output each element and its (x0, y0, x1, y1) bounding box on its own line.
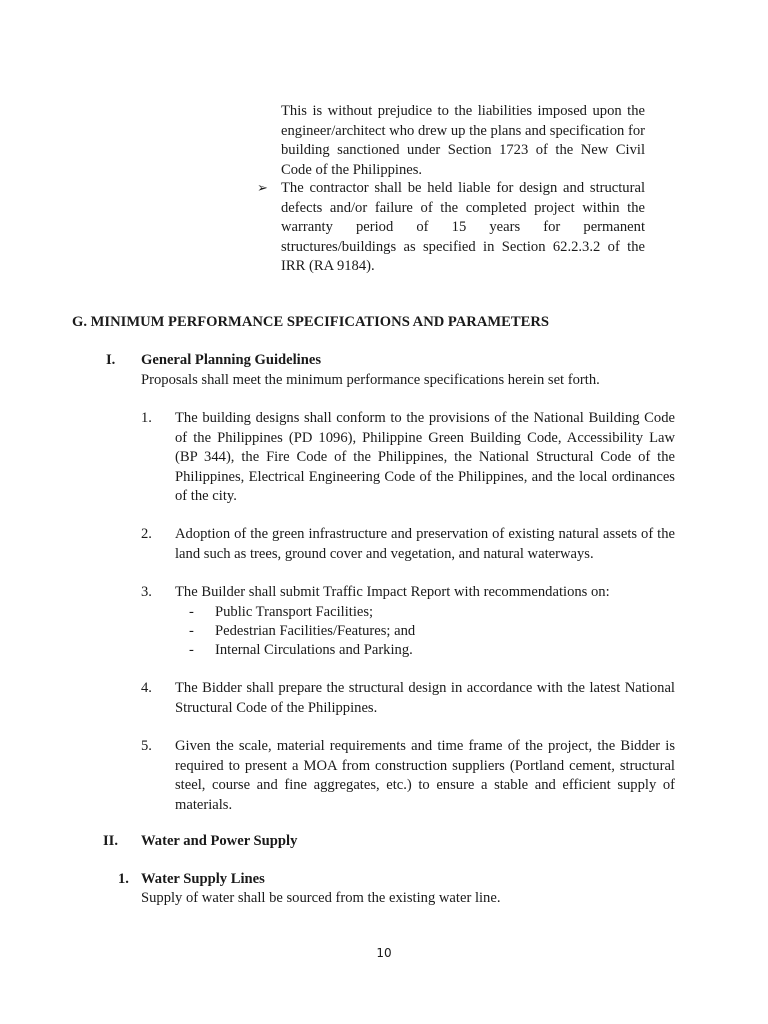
sub-list-item-text: Public Transport Facilities; (215, 604, 374, 620)
sub-list-item (189, 603, 669, 623)
sub-list-item (189, 641, 669, 661)
sub-subsection-number: 1. (118, 871, 129, 887)
sub-list-item-text: Pedestrian Facilities/Features; and (215, 623, 416, 639)
section-numeral: I. (106, 352, 116, 368)
bullet-paragraph: The contractor shall be held liable for design and structural defects and/or failure of the completed project within the warranty period of 15 years for permanent structures/buildings as specified in Section 62.2.3.2 of the IRR (RA 9184). (281, 180, 645, 274)
subsection-title: Water and Power Supply (141, 833, 298, 849)
list-item-number: 3. (141, 584, 152, 600)
dash-marker: - (189, 642, 194, 658)
dash-marker: - (189, 623, 194, 639)
sub-list-item-text: Internal Circulations and Parking. (215, 642, 413, 658)
list-item: Adoption of the green infrastructure and preservation of existing natural assets of the land such as trees, ground cover and vegetation, and natural waterways. (175, 526, 675, 562)
subsection-intro: Proposals shall meet the minimum performance specifications herein set forth. (141, 372, 600, 388)
list-item-number: 2. (141, 526, 152, 542)
sub-list-item (189, 622, 669, 642)
list-item-number: 5. (141, 738, 152, 754)
section-heading: G. MINIMUM PERFORMANCE SPECIFICATIONS AND PARAMETERS (72, 314, 550, 330)
intro-paragraph: This is without prejudice to the liabilities imposed upon the engineer/architect who drew up the plans and specification for building sanctioned under Section 1723 of the New Civil Code of the Philippines. (281, 103, 645, 178)
sub-subsection-title: Water Supply Lines (141, 871, 265, 887)
section-numeral: II. (103, 833, 119, 849)
subsection-title: General Planning Guidelines (141, 352, 322, 368)
list-item: The Bidder shall prepare the structural design in accordance with the latest National Structural Code of the Philippines. (175, 680, 675, 716)
dash-marker: - (189, 604, 194, 620)
list-item-number: 1. (141, 410, 152, 426)
list-item: The Builder shall submit Traffic Impact Report with recommendations on: (175, 584, 610, 600)
arrow-bullet-icon: ➢ (257, 181, 268, 196)
page-number: 10 (376, 946, 392, 960)
list-item-number: 4. (141, 680, 152, 696)
list-item: Given the scale, material requirements and time frame of the project, the Bidder is required to present a MOA from construction suppliers (Portland cement, structural steel, course and fine aggregates, etc.) to ensure a stable and efficient supply of materials. (175, 738, 675, 813)
list-item: The building designs shall conform to the provisions of the National Building Code of the Philippines (PD 1096), Philippine Green Building Code, Accessibility Law (BP 344), the Fire Code of the Philippines, the National Structural Code of the Philippines, Electrical Engineering Code of the Philippines, and the local ordinances of the city. (175, 410, 675, 504)
sub-subsection-paragraph: Supply of water shall be sourced from the existing water line. (141, 890, 501, 906)
